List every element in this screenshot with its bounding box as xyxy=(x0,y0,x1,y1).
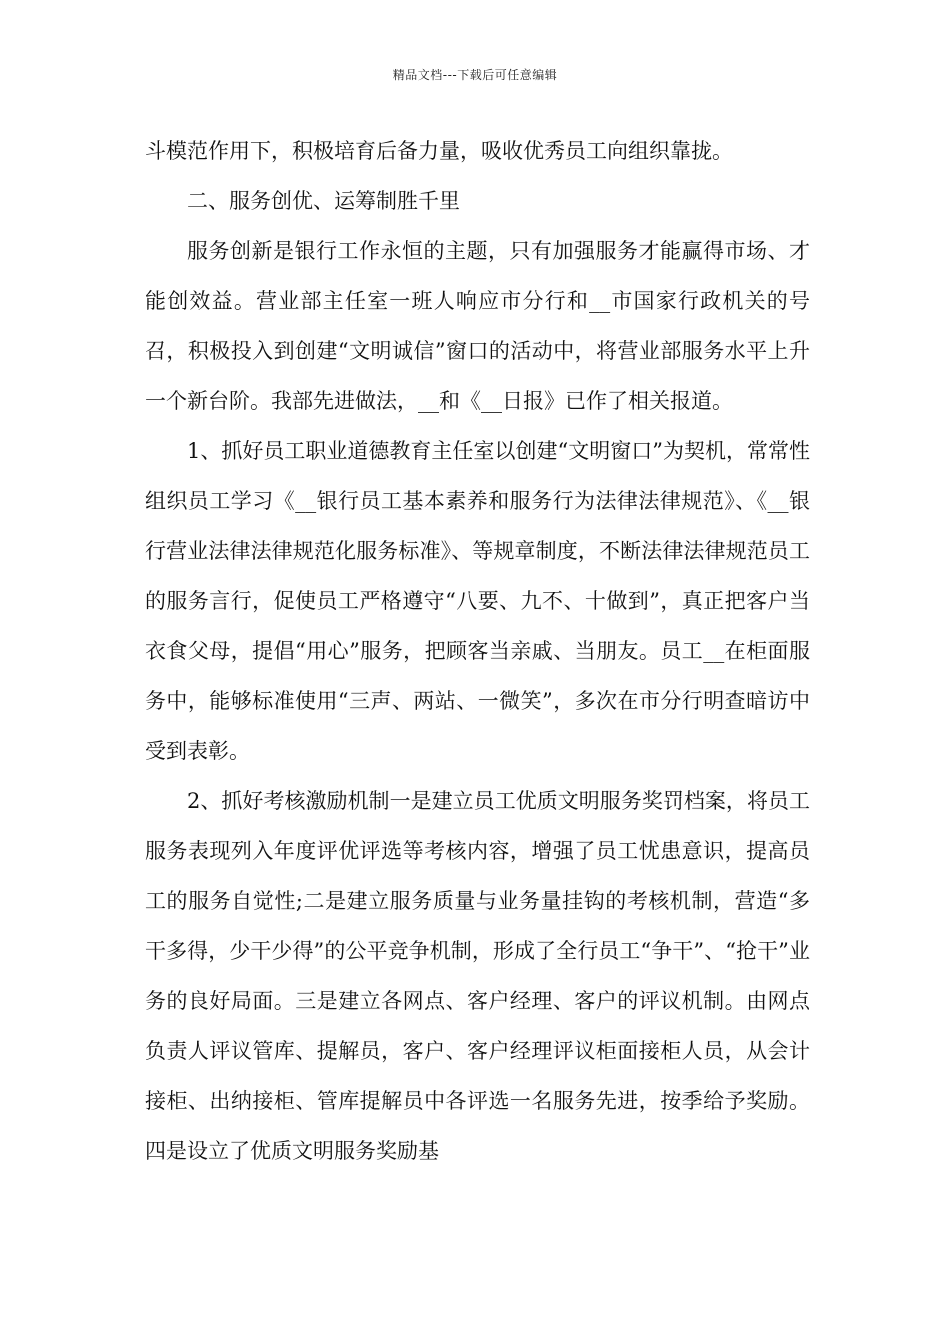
paragraph-service-innovation: 服务创新是银行工作永恒的主题，只有加强服务才能赢得市场、才能创效益。营业部主任室一班人响应市分行和__市国家行政机关的号召，积极投入到创建“文明诚信”窗口的活动中，将营业部服务水平上升一个新台阶。我部先进做法，__和《__日报》已作了相关报道。 xyxy=(145,239,810,413)
document-body xyxy=(145,126,810,1176)
paragraph-item-1: 1、抓好员工职业道德教育主任室以创建“文明窗口”为契机，常常性组织员工学习《__银行员工基本素养和服务行为法律法律规范》、《__银行营业法律法律规范化服务标准》、等规章制度，不断法律法律规范员工的服务言行，促使员工严格遵守“八要、九不、十做到”，真正把客户当衣食父母，提倡“用心”服务，把顾客当亲戚、当朋友。员工__在柜面服务中，能够标准使用“三声、两站、一微笑”，多次在市分行明查暗访中受到表彰。 xyxy=(145,439,810,763)
section-heading: 二、服务创优、运筹制胜千里 xyxy=(187,189,460,213)
page-header: 精品文档---下载后可任意编辑 xyxy=(392,68,558,82)
paragraph-continuation: 斗模范作用下，积极培育后备力量，吸收优秀员工向组织靠拢。 xyxy=(145,139,733,163)
paragraph-item-2: 2、抓好考核激励机制一是建立员工优质文明服务奖罚档案，将员工服务表现列入年度评优评选等考核内容，增强了员工忧患意识，提高员工的服务自觉性;二是建立服务质量与业务量挂钩的考核机制，营造“多干多得，少干少得”的公平竞争机制，形成了全行员工“争干”、“抢干”业务的良好局面。三是建立各网点、客户经理、客户的评议机制。由网点负责人评议管库、提解员，客户、客户经理评议柜面接柜人员，从会计接柜、出纳接柜、管库提解员中各评选一名服务先进，按季给予奖励。四是设立了优质文明服务奖励基 xyxy=(145,789,810,1163)
